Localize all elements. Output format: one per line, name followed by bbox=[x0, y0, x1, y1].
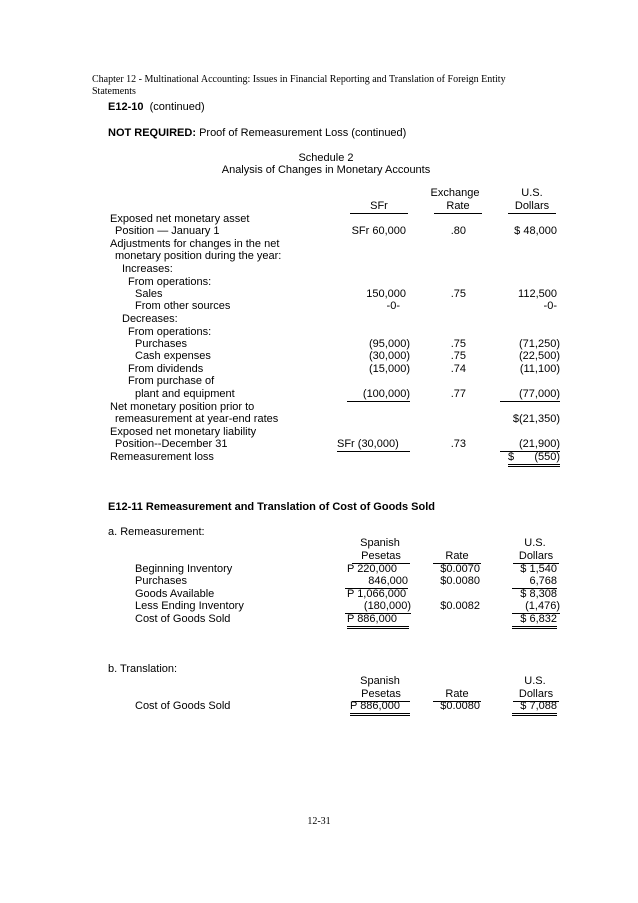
col-header-spanish: Spanish bbox=[360, 537, 400, 549]
exercise-title-e1210 bbox=[108, 101, 205, 114]
row-label: Purchases bbox=[135, 338, 187, 350]
cell-usd: $(21,350) bbox=[512, 413, 560, 425]
row-label: Decreases: bbox=[122, 313, 178, 325]
row-label: Exposed net monetary liability bbox=[110, 426, 257, 438]
col-header-sfr: SFr bbox=[350, 200, 408, 214]
col-header-spanish: Spanish bbox=[360, 675, 400, 687]
part-a-label: a. Remeasurement: bbox=[108, 526, 205, 538]
cell-pesetas: P 886,000 bbox=[350, 700, 410, 716]
schedule-subtitle: Analysis of Changes in Monetary Accounts bbox=[221, 164, 431, 176]
col-header-us: U.S. bbox=[521, 187, 543, 199]
cell-rate: .73 bbox=[450, 438, 466, 450]
page-number: 12-31 bbox=[307, 816, 331, 827]
cell-rate: $0.0080 bbox=[440, 575, 480, 587]
row-label: Remeasurement loss bbox=[110, 451, 214, 463]
cell-usd: $ 7,088 bbox=[512, 700, 557, 716]
cell-rate: .77 bbox=[450, 388, 466, 400]
cell-usd: 112,500 bbox=[518, 288, 557, 300]
row-label: Position--December 31 bbox=[115, 438, 228, 450]
row-label: monetary position during the year: bbox=[115, 250, 282, 262]
cell-pesetas: P 220,000 bbox=[347, 563, 397, 575]
part-b-label: b. Translation: bbox=[108, 663, 178, 675]
cell-usd: (11,100) bbox=[519, 363, 560, 375]
row-label: Beginning Inventory bbox=[135, 563, 233, 575]
cell-sfr: (15,000) bbox=[369, 363, 410, 375]
row-label: Adjustments for changes in the net bbox=[110, 238, 280, 250]
col-header-pesetas: Pesetas bbox=[352, 688, 410, 702]
col-header-pesetas: Pesetas bbox=[352, 550, 410, 564]
row-label: Purchases bbox=[135, 575, 187, 587]
cell-usd: -0- bbox=[543, 300, 557, 312]
currency-symbol: $ bbox=[508, 451, 515, 463]
cell-sfr: (100,000) bbox=[347, 388, 410, 402]
col-header-dollars: Dollars bbox=[513, 550, 559, 564]
cell-pesetas: P 886,000 bbox=[347, 613, 409, 629]
cell-usd: (550) bbox=[534, 451, 560, 463]
cell-rate: .75 bbox=[450, 338, 466, 350]
exercise-title-e1211: E12-11 Remeasurement and Translation of Cost of Goods Sold bbox=[108, 501, 436, 513]
col-header-us: U.S. bbox=[524, 537, 546, 549]
cell-pesetas: P 1,066,000 bbox=[347, 588, 407, 600]
cell-rate: $0.0070 bbox=[440, 563, 480, 575]
row-label: Exposed net monetary asset bbox=[110, 213, 250, 225]
row-label: Sales bbox=[135, 288, 163, 300]
row-label: plant and equipment bbox=[135, 388, 235, 400]
cell-sfr: SFr 60,000 bbox=[351, 225, 406, 237]
col-header-rate: Rate bbox=[433, 688, 481, 702]
cell-sfr: 150,000 bbox=[366, 288, 406, 300]
row-label: From operations: bbox=[128, 326, 212, 338]
not-required-line bbox=[108, 127, 406, 140]
row-label: From operations: bbox=[128, 276, 212, 288]
col-header-dollars: Dollars bbox=[513, 688, 559, 702]
cell-usd: 6,768 bbox=[512, 575, 557, 589]
cell-usd: $ 8,308 bbox=[520, 588, 557, 600]
cell-usd: (1,476) bbox=[512, 600, 560, 614]
cell-usd: (22,500) bbox=[519, 350, 560, 362]
row-label: Cost of Goods Sold bbox=[135, 613, 231, 625]
col-header-rate: Rate bbox=[433, 550, 481, 564]
col-header-rate: Rate bbox=[434, 200, 482, 214]
cell-sfr: SFr (30,000) bbox=[337, 438, 410, 452]
cell-pesetas: 846,000 bbox=[345, 575, 408, 589]
row-label: Goods Available bbox=[135, 588, 215, 600]
continued-label: (continued) bbox=[149, 101, 205, 113]
cell-pesetas: (180,000) bbox=[345, 600, 411, 614]
chapter-header: Chapter 12 - Multinational Accounting: Issues in Financial Reporting and Translation of Foreign Entity Statements bbox=[92, 74, 506, 97]
not-required-label: NOT REQUIRED: bbox=[108, 127, 196, 139]
cell-usd: $ 48,000 bbox=[514, 225, 557, 237]
col-header-exchange: Exchange bbox=[430, 187, 480, 199]
schedule-title: Schedule 2 bbox=[298, 152, 354, 164]
cell-rate: .80 bbox=[450, 225, 466, 237]
cell-sfr: (95,000) bbox=[369, 338, 410, 350]
row-label: Increases: bbox=[122, 263, 173, 275]
cell-usd: (71,250) bbox=[519, 338, 560, 350]
exercise-number: E12-10 bbox=[108, 101, 144, 113]
row-label: From other sources bbox=[135, 300, 231, 312]
cell-rate: .75 bbox=[450, 288, 466, 300]
row-label: Less Ending Inventory bbox=[135, 600, 244, 612]
row-label: Cash expenses bbox=[135, 350, 211, 362]
cell-rate: .74 bbox=[450, 363, 466, 375]
col-header-us: U.S. bbox=[524, 675, 546, 687]
cell-rate: $0.0082 bbox=[440, 600, 480, 612]
cell-usd: $ 1,540 bbox=[520, 563, 557, 575]
cell-rate: $0.0080 bbox=[440, 700, 480, 712]
cell-rate: .75 bbox=[450, 350, 466, 362]
cell-usd: (21,900) bbox=[500, 438, 560, 452]
not-required-text: Proof of Remeasurement Loss (continued) bbox=[199, 127, 407, 139]
cell-sfr: -0- bbox=[386, 300, 400, 312]
row-label: Cost of Goods Sold bbox=[135, 700, 231, 712]
row-label: From purchase of bbox=[128, 375, 215, 387]
col-header-dollars: Dollars bbox=[508, 200, 556, 214]
row-label: From dividends bbox=[128, 363, 204, 375]
cell-sfr: (30,000) bbox=[369, 350, 410, 362]
cell-usd: (77,000) bbox=[500, 388, 560, 402]
row-label: Position — January 1 bbox=[115, 225, 220, 237]
row-label: remeasurement at year-end rates bbox=[115, 413, 279, 425]
row-label: Net monetary position prior to bbox=[110, 401, 255, 413]
cell-usd: $ 6,832 bbox=[512, 613, 557, 629]
